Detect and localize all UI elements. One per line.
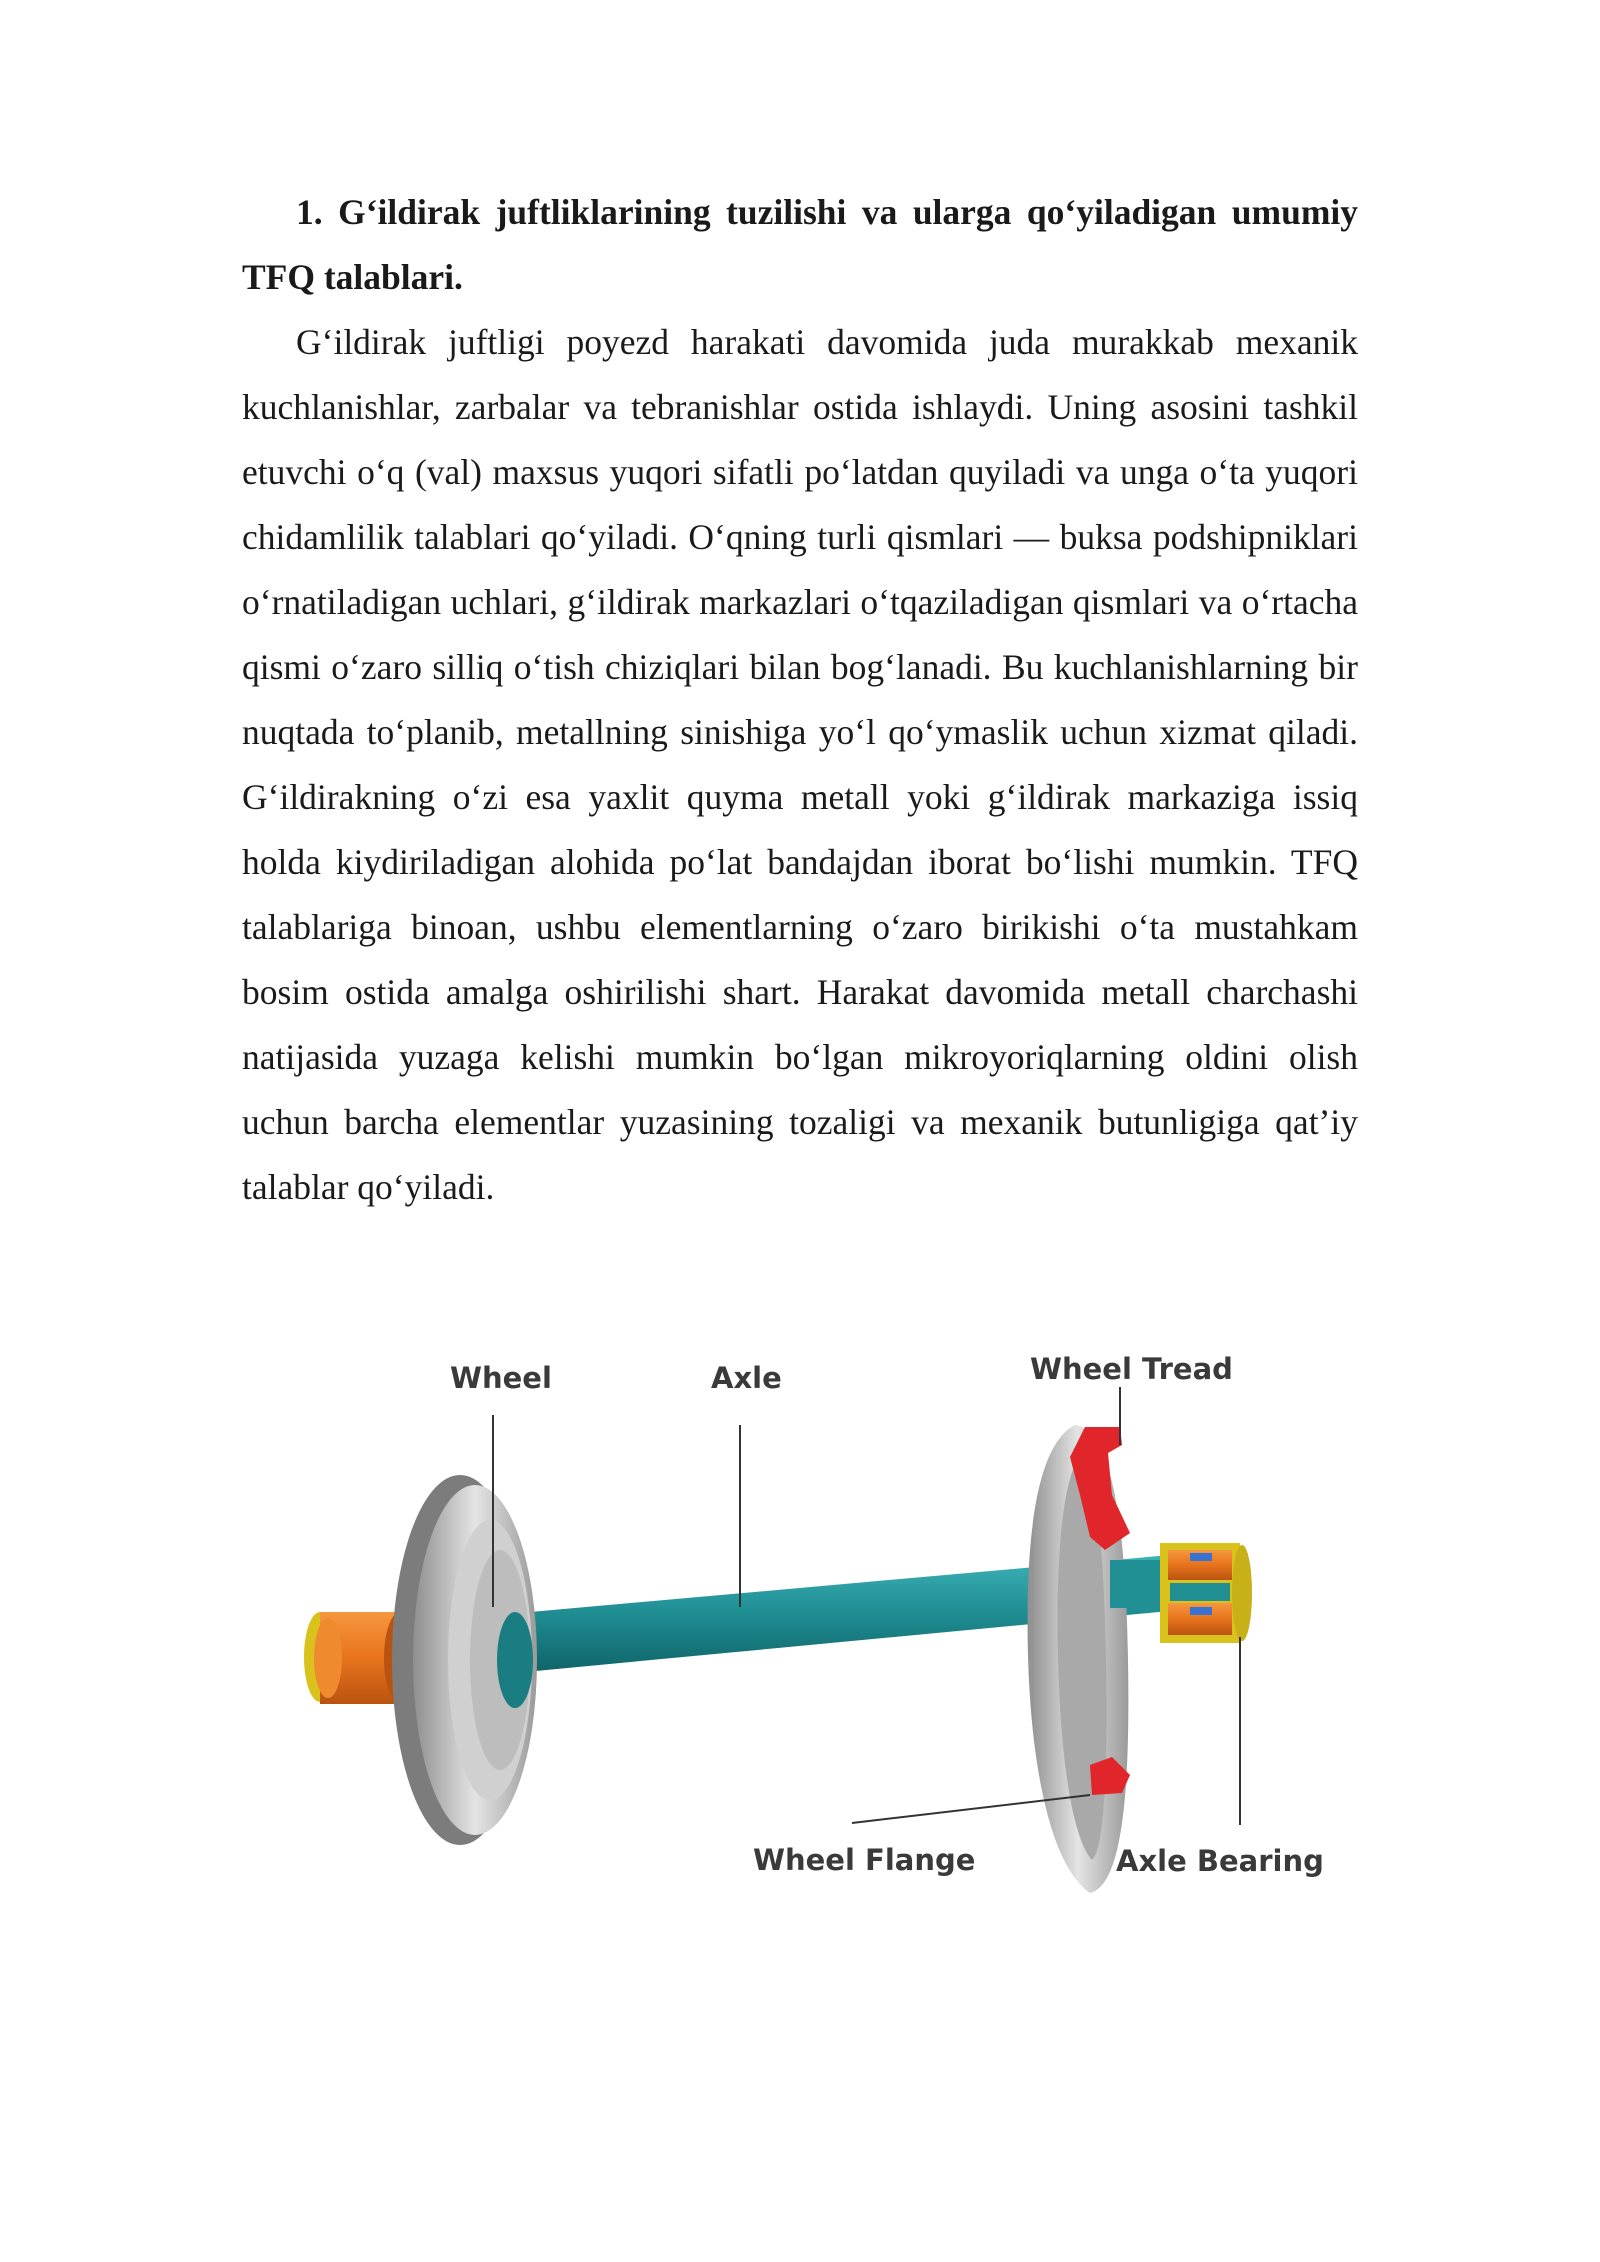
left-wheel — [392, 1475, 537, 1845]
wheelset-illustration — [290, 1345, 1324, 1910]
section-heading: 1. G‘ildirak juftliklarining tuzilishi va ularga qo‘yiladigan umumiy TFQ talablari. — [242, 192, 1358, 297]
wheelset-figure — [290, 1345, 1324, 1910]
text-block — [242, 180, 1358, 1220]
label-axle-bearing: Axle Bearing — [1116, 1844, 1324, 1878]
label-wheel: Wheel — [450, 1361, 552, 1395]
label-axle: Axle — [711, 1361, 782, 1395]
label-wheel-flange: Wheel Flange — [753, 1843, 976, 1877]
right-wheel — [1028, 1425, 1160, 1893]
label-wheel-tread: Wheel Tread — [1030, 1352, 1233, 1386]
body-paragraph: G‘ildirak juftligi poyezd harakati davomida juda murakkab mexanik kuchlanishlar, zarbalar va tebranishlar ostida ishlaydi. Uning asosini tashkil etuvchi o‘q (val) maxsus yuqori sifatli po‘latdan quyiladi va unga o‘ta yuqori chidamlilik talablari qo‘yiladi. O‘qning turli qismlari — buksa podshipniklari o‘rnatiladigan uchlari, g‘ildirak markazlari o‘tqaziladigan qismlari va o‘rtacha qismi o‘zaro silliq o‘tish chiziqlari bilan bog‘lanadi. Bu kuchlanishlarning bir nuqtada to‘planib, metallning sinishiga yo‘l qo‘ymaslik uchun xizmat qiladi. G‘ildirakning o‘zi esa yaxlit quyma metall yoki g‘ildirak markaziga issiq holda kiydiriladigan alohida po‘lat bandajdan iborat bo‘lishi mumkin. TFQ talablariga binoan, ushbu elementlarning o‘zaro birikishi o‘ta mustahkam bosim ostida amalga oshirilishi shart. Harakat davomida metall charchashi natijasida yuzaga kelishi mumkin bo‘lgan mikroyoriqlarning oldini olish uchun barcha elementlar yuzasining tozaligi va mexanik butunligiga qat’iy talablar qo‘yiladi. — [242, 322, 1358, 1207]
right-bearing — [1160, 1543, 1252, 1643]
